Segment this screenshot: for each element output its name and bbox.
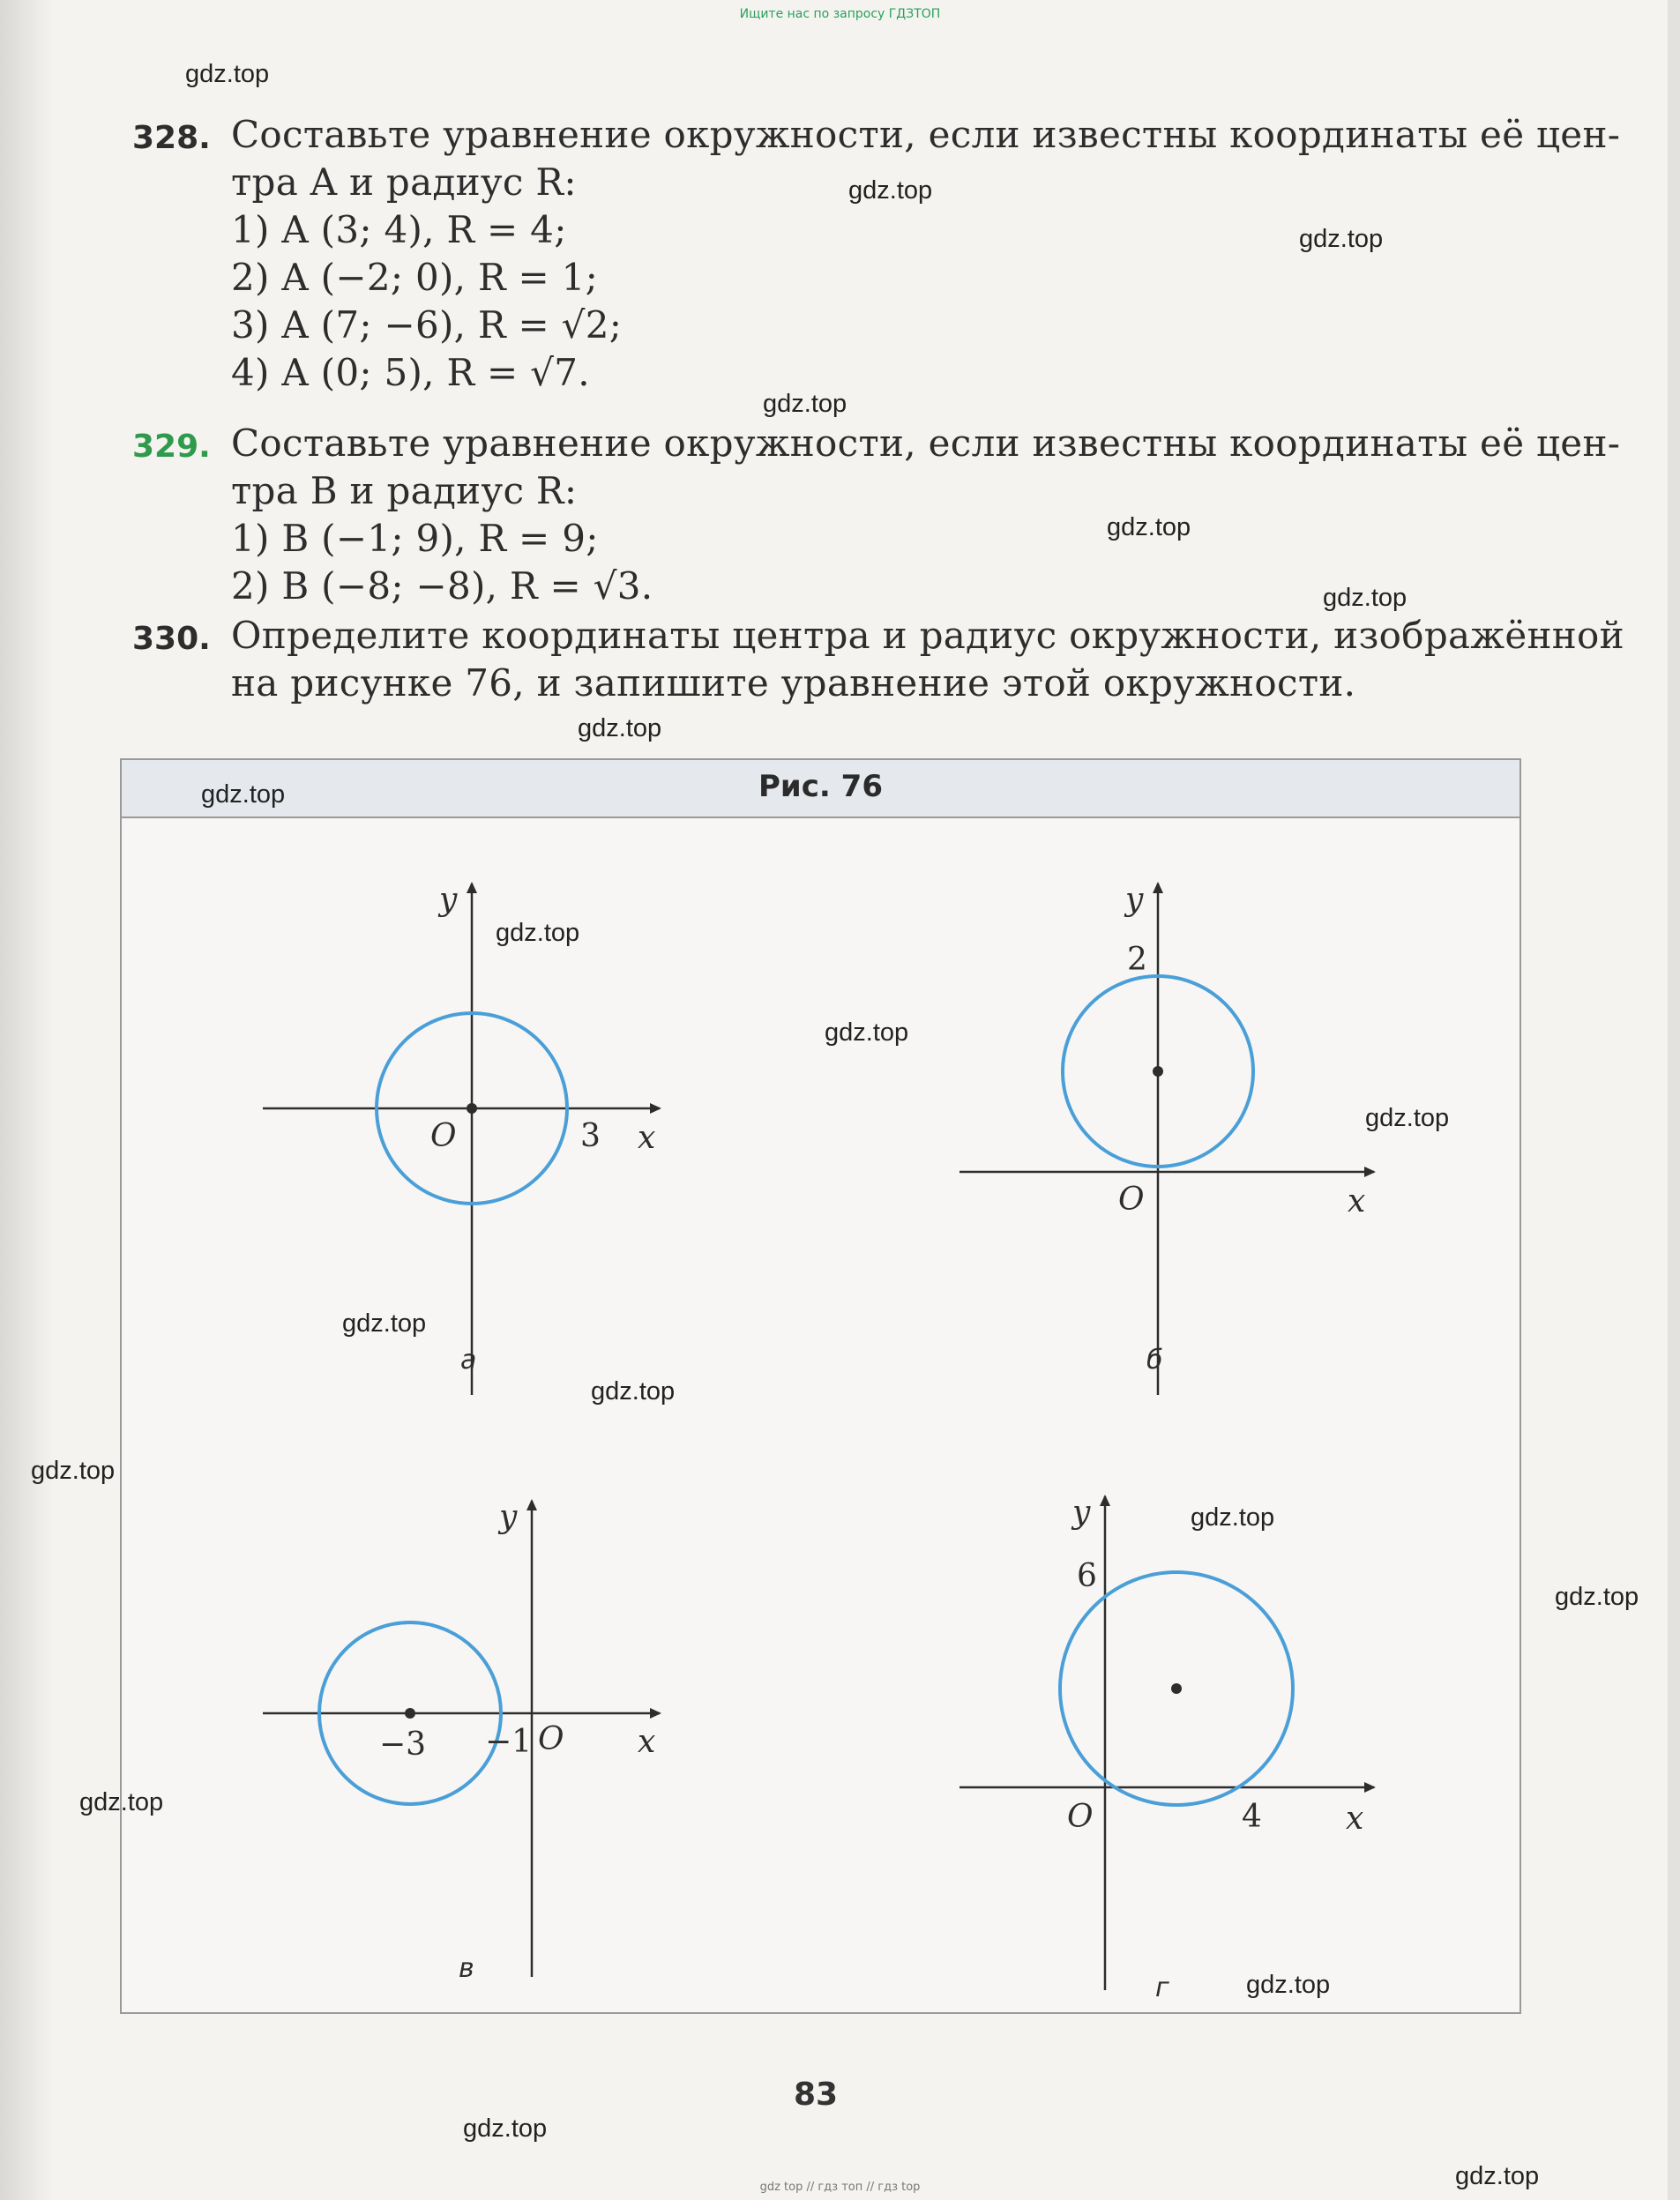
watermark: gdz.top bbox=[463, 2114, 548, 2143]
panel-caption: в bbox=[459, 1953, 474, 1984]
origin-label: O bbox=[538, 1721, 564, 1757]
center-point bbox=[1153, 1066, 1163, 1077]
figure-graphs bbox=[122, 760, 1519, 2012]
problem-line: тра A и радиус R: bbox=[231, 160, 577, 204]
problem-number: 330. bbox=[132, 621, 211, 657]
center-point bbox=[405, 1708, 415, 1719]
problem-line: 2) A (−2; 0), R = 1; bbox=[231, 256, 599, 299]
figure-76 bbox=[120, 758, 1521, 2014]
graph-panel-b bbox=[959, 882, 1374, 1395]
problem-line: 2) B (−8; −8), R = √3. bbox=[231, 564, 653, 608]
tick-label: 2 bbox=[1127, 942, 1147, 978]
problem-line: Составьте уравнение окружности, если известны координаты её цен- bbox=[231, 421, 1621, 465]
watermark: gdz.top bbox=[763, 390, 847, 418]
panel-caption: г bbox=[1155, 1973, 1169, 2003]
watermark: gdz.top bbox=[848, 176, 933, 205]
origin-label: O bbox=[430, 1118, 457, 1154]
figure-title: Рис. 76 bbox=[758, 769, 883, 804]
problem-number: 329. bbox=[132, 429, 211, 465]
graph-panel-a bbox=[263, 882, 660, 1395]
problem-line: 1) A (3; 4), R = 4; bbox=[231, 208, 567, 251]
x-axis-label: x bbox=[1346, 1801, 1364, 1837]
watermark: gdz.top bbox=[1246, 1971, 1331, 1999]
watermark: gdz.top bbox=[1365, 1104, 1450, 1132]
watermark: gdz.top bbox=[342, 1309, 427, 1338]
watermark: gdz.top bbox=[1323, 584, 1407, 612]
problem-line: 4) A (0; 5), R = √7. bbox=[231, 351, 590, 394]
tick-label: 3 bbox=[580, 1118, 601, 1154]
tick-label: 6 bbox=[1077, 1558, 1097, 1594]
problem-line: Составьте уравнение окружности, если известны координаты её цен- bbox=[231, 113, 1621, 156]
page-edge-shadow bbox=[0, 0, 53, 2200]
watermark: gdz.top bbox=[496, 919, 580, 947]
watermark: gdz.top bbox=[1107, 513, 1191, 541]
page-right-edge bbox=[1668, 0, 1680, 2200]
watermark: gdz.top bbox=[201, 780, 286, 809]
watermark: gdz.top bbox=[1455, 2162, 1540, 2190]
watermark: gdz.top bbox=[578, 714, 662, 742]
watermark: gdz.top bbox=[1299, 225, 1384, 253]
origin-label: O bbox=[1118, 1182, 1145, 1218]
bottom-note: gdz top // гдз топ // гдз top bbox=[759, 2181, 921, 2194]
panel-caption: б bbox=[1146, 1345, 1163, 1376]
tick-label: −1 bbox=[485, 1724, 533, 1760]
graph-panel-d bbox=[959, 1495, 1374, 2003]
graph-panel-c bbox=[263, 1499, 660, 1984]
x-axis-label: x bbox=[1348, 1183, 1366, 1219]
x-axis-label: x bbox=[638, 1120, 656, 1156]
y-axis-label: y bbox=[1125, 882, 1144, 918]
problem-line: Определите координаты центра и радиус окружности, изображённой bbox=[231, 614, 1624, 657]
problem-line: 3) A (7; −6), R = √2; bbox=[231, 303, 623, 347]
problem-line: тра B и радиус R: bbox=[231, 469, 578, 512]
watermark: gdz.top bbox=[825, 1018, 909, 1047]
watermark: gdz.top bbox=[79, 1788, 164, 1816]
watermark: gdz.top bbox=[1555, 1583, 1639, 1611]
y-axis-label: y bbox=[1072, 1495, 1091, 1531]
origin-label: O bbox=[1067, 1799, 1094, 1835]
problem-line: 1) B (−1; 9), R = 9; bbox=[231, 517, 599, 560]
watermark: gdz.top bbox=[185, 60, 270, 88]
x-axis-label: x bbox=[638, 1724, 656, 1760]
y-axis-label: y bbox=[499, 1499, 518, 1535]
y-axis-label: y bbox=[439, 882, 458, 918]
panel-caption: а bbox=[460, 1345, 477, 1376]
tick-label: 4 bbox=[1242, 1799, 1262, 1835]
watermark: gdz.top bbox=[31, 1457, 116, 1485]
problem-line: на рисунке 76, и запишите уравнение этой окружности. bbox=[231, 661, 1356, 705]
page-number: 83 bbox=[793, 2077, 839, 2113]
top-search-note: Ищите нас по запросу ГДЗТОП bbox=[739, 7, 941, 21]
tick-label: −3 bbox=[379, 1726, 427, 1763]
center-point bbox=[467, 1103, 477, 1114]
problem-number: 328. bbox=[132, 120, 211, 156]
center-point bbox=[1171, 1683, 1182, 1694]
watermark: gdz.top bbox=[591, 1377, 676, 1406]
watermark: gdz.top bbox=[1191, 1503, 1275, 1532]
